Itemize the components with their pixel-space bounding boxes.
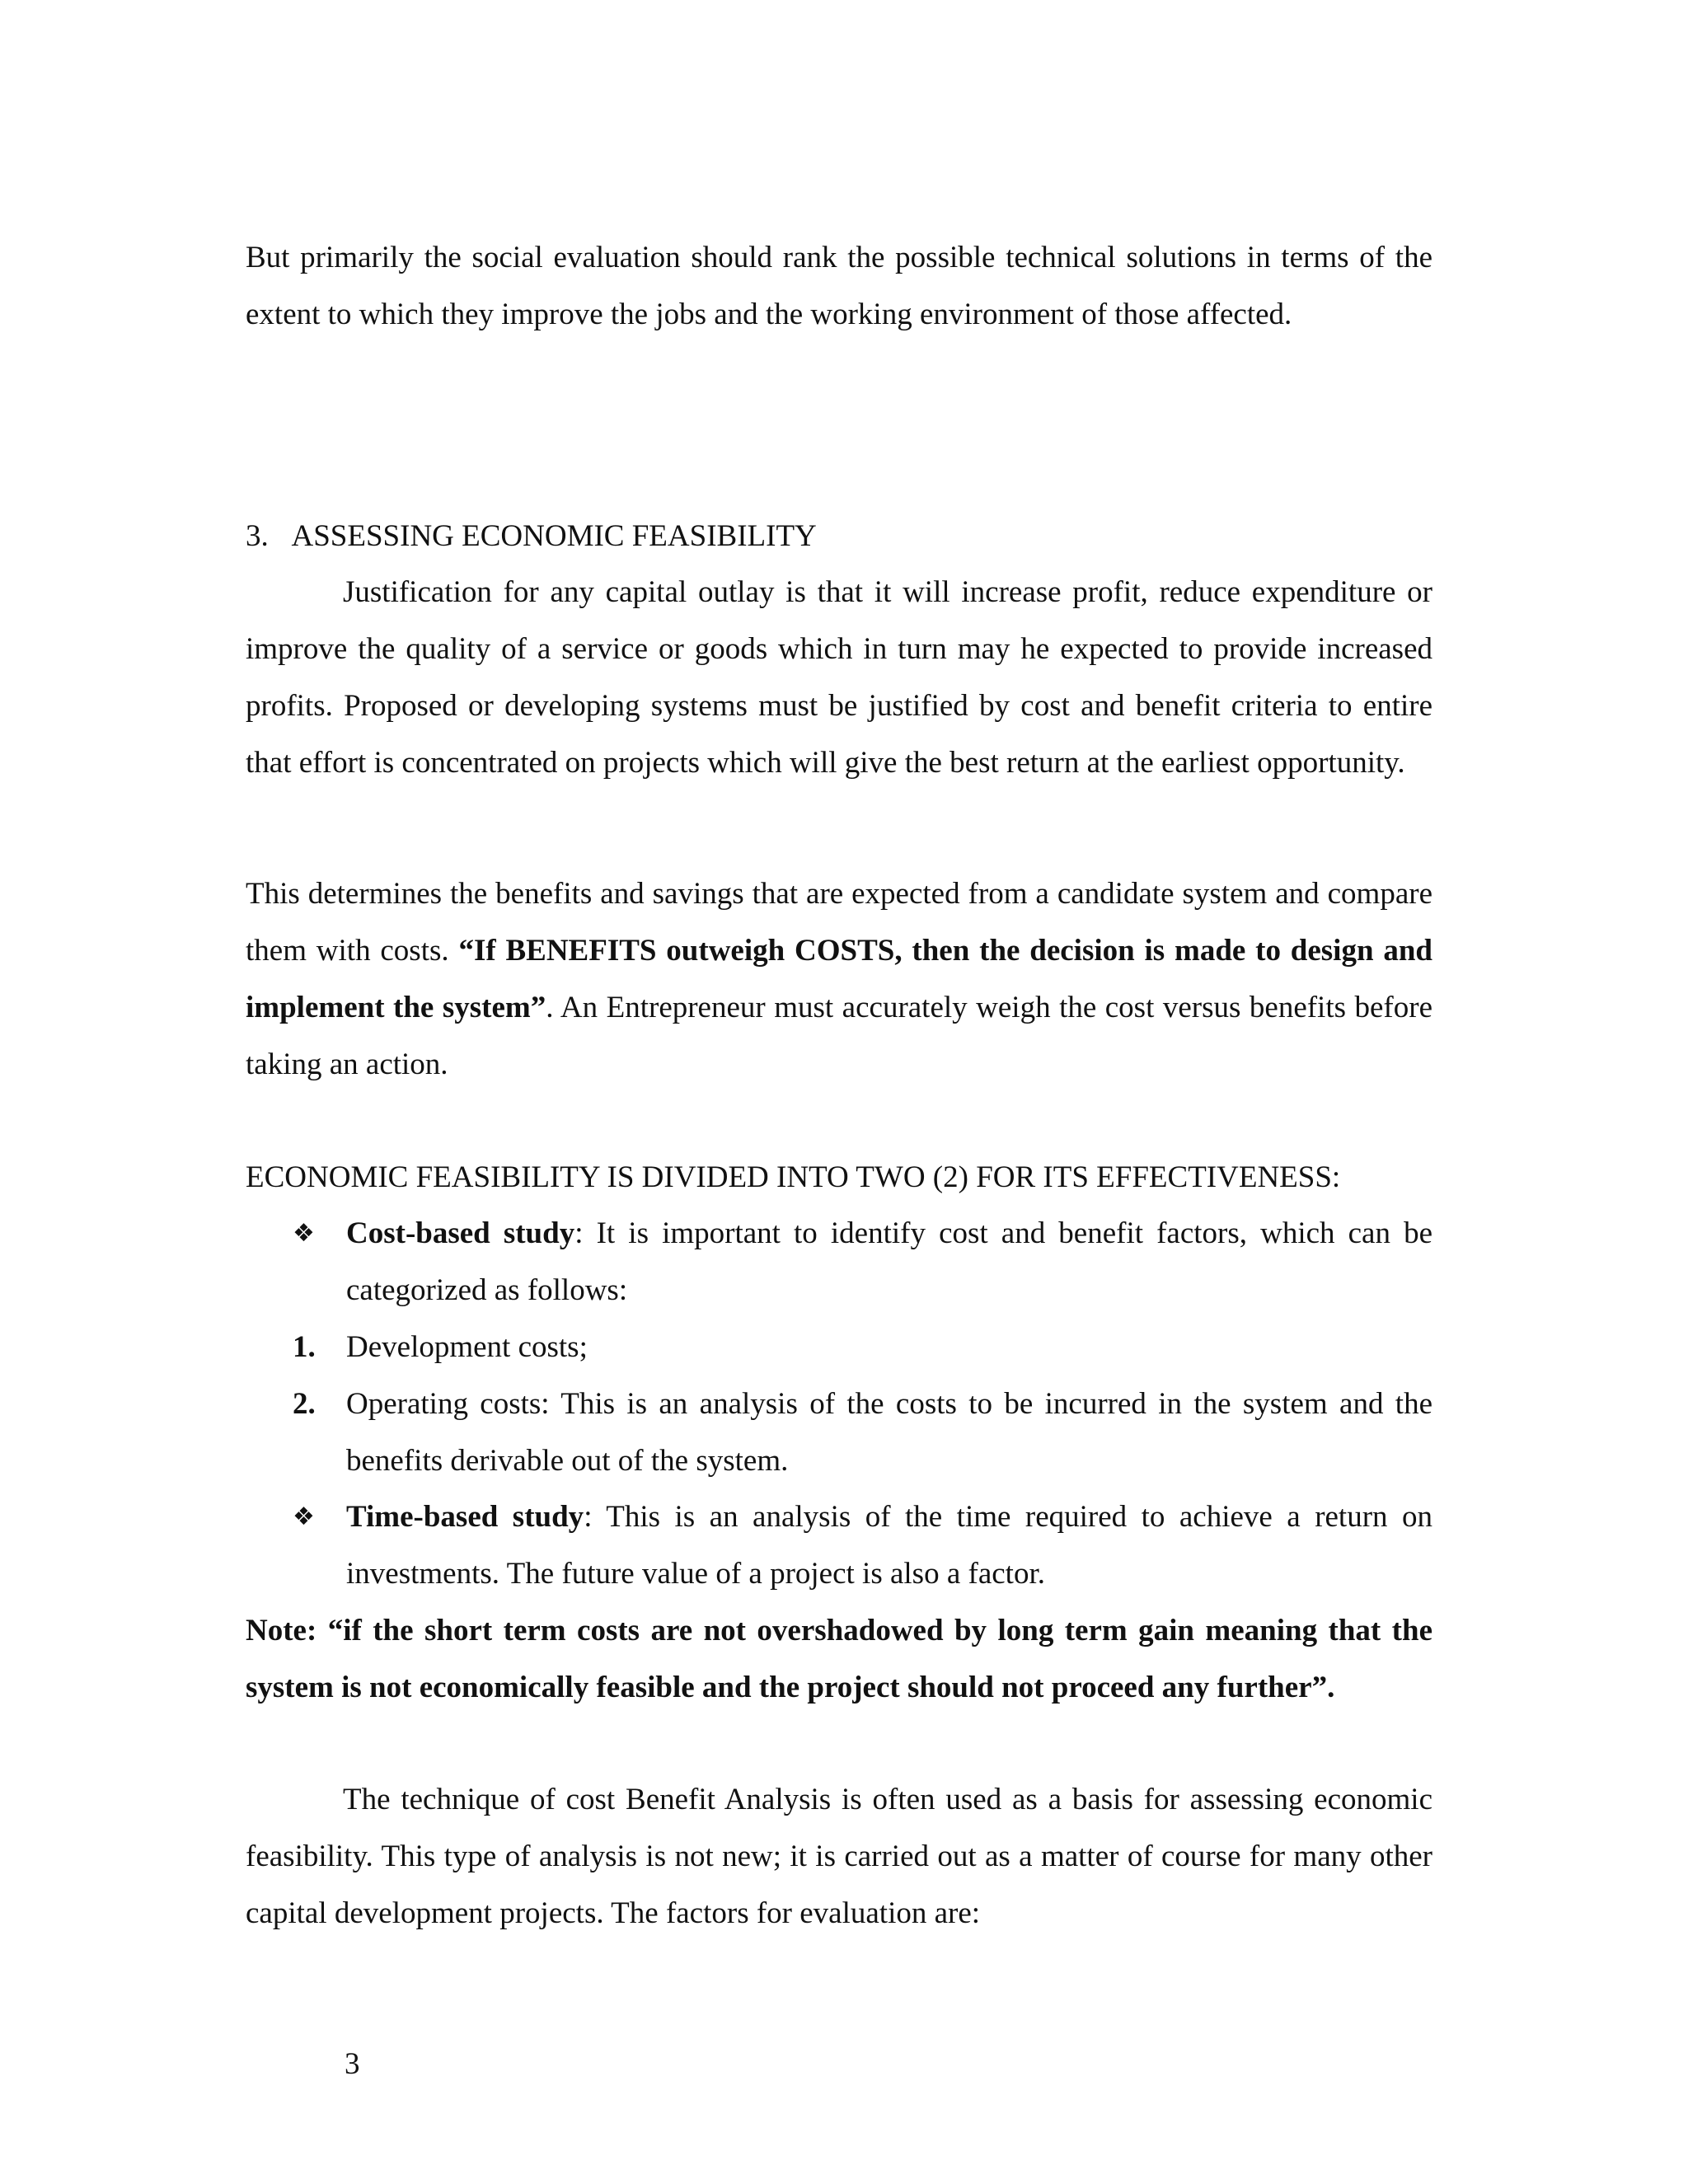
cost-based-description: : It is important to identify cost and benefit factors, which can be categorized as follows: [346,1216,1432,1307]
time-based-description: : This is an analysis of the time required to achieve a return on investments. The future value of a project is also a factor. [346,1500,1433,1591]
section-title: ASSESSING ECONOMIC FEASIBILITY [291,519,817,553]
operating-costs-text: Operating costs: This is an analysis of the costs to be incurred in the system and the benefits derivable out of the system. [346,1387,1432,1478]
note-paragraph: Note: “if the short term costs are not overshadowed by long term gain meaning that the system is not economically feasible and the project should not proceed any further”. [246,1614,1432,1704]
cost-based-title: Cost-based study [346,1216,575,1250]
section-number: 3. [246,519,269,553]
justification-paragraph: Justification for any capital outlay is that it will increase profit, reduce expenditure or improve the quality of a service or goods which in turn may he expected to provide increased profits. Proposed or developing systems must be justified by cost and benefit criteria to entire that effort is concentrated on projects which will give the best return at the earliest opportunity. [246,575,1432,780]
development-costs-text: Development costs; [346,1330,588,1364]
closing-paragraph: The technique of cost Benefit Analysis is often used as a basis for assessing economic feasibility. This type of analysis is not new; it is carried out as a matter of course for many other capital development projects. The factors for evaluation are: [246,1783,1432,1930]
intro-paragraph: But primarily the social evaluation should rank the possible technical solutions in terms of the extent to which they improve the jobs and the working environment of those affected. [246,241,1432,331]
benefits-quote: “If BENEFITS outweigh COSTS, then the decision is made to design and implement the system” [246,934,1432,1024]
list-item-cost-based [293,1205,1432,1319]
list-item-development-costs [293,1319,1432,1376]
list-item-time-based [293,1488,1432,1602]
diamond-bullet-icon: ❖ [293,1219,315,1248]
time-based-title: Time-based study [346,1500,584,1534]
list-number-2: 2. [293,1387,316,1421]
section-heading [246,508,817,565]
economic-feasibility-subheading: ECONOMIC FEASIBILITY IS DIVIDED INTO TWO (2) FOR ITS EFFECTIVENESS: [246,1160,1341,1194]
cost-based-text [346,1205,1432,1319]
benefits-paragraph-start: This determines the benefits and savings that are expected from a candidate system and compare them with costs. [246,877,1432,968]
list-number-1: 1. [293,1330,316,1364]
benefits-paragraph [246,865,1432,1093]
list-item-operating-costs [293,1376,1432,1489]
page-number: 3 [345,2047,360,2081]
benefits-paragraph-end: . An Entrepreneur must accurately weigh the cost versus benefits before taking an action. [246,991,1432,1081]
diamond-bullet-icon: ❖ [293,1502,315,1531]
time-based-text [346,1488,1432,1602]
